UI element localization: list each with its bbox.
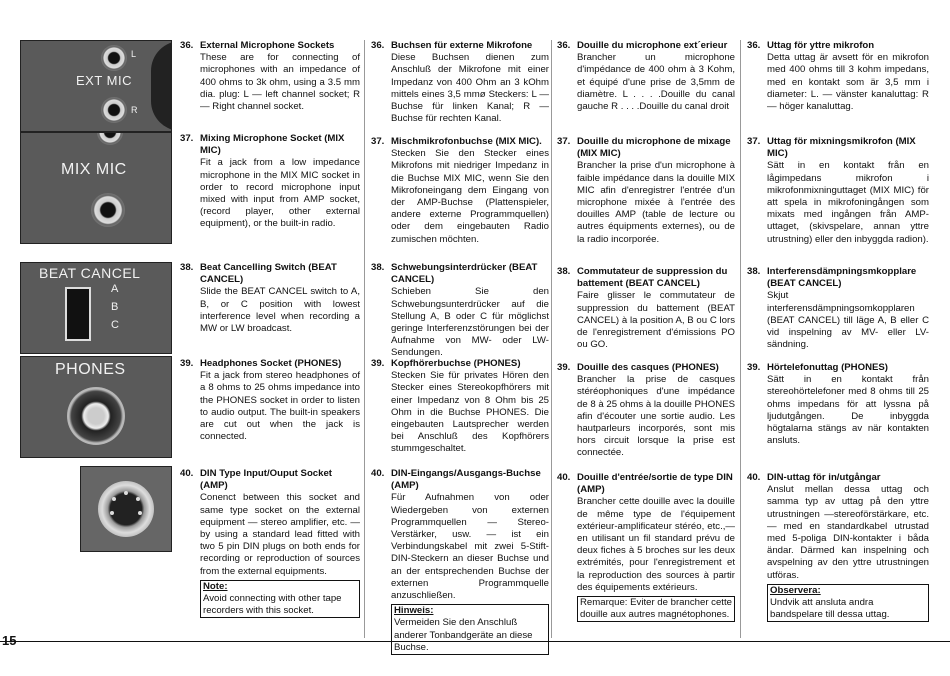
entry-text: Diese Buchsen dienen zum Anschluß der Mikrofone mit einer Impedanz von 400 Ohm an 3 kOhm mittels eines 3,5 mmø Steckers: L — Buchse für linken Kanal; R — Buchse für rechten Kanal. bbox=[391, 52, 549, 125]
beat-b-label: B bbox=[111, 301, 119, 313]
column-divider bbox=[740, 40, 741, 638]
entry-text: Conenct between this socket and same type socket on the external equipment — stereo amplifier, etc. — by using a standard lead fitted with two 5 pin DIN plugs on both ends for recording or reproduction of sources from the external equipments. bbox=[200, 492, 360, 577]
entry-text: Brancher un microphone d'impédance de 400 ohm à 3 Kohm, et équipé d'une prise de 3,5mm de diamètre. L . . . .Douille du canal gauche R . . . .Douille du canal droit bbox=[577, 52, 735, 113]
entry-title: Douille du microphone ext´erieur bbox=[577, 40, 728, 51]
entry-37 bbox=[180, 133, 360, 231]
entry-text: Fit a jack from stereo headphones of a 8 ohms to 25 ohms impedance into the PHONES socket in order to listen to audio output. The built-in speakers are cut out when the jack is connected. bbox=[200, 370, 360, 443]
entry-39 bbox=[180, 358, 360, 443]
entry-37 bbox=[371, 136, 549, 246]
page-number: 15 bbox=[2, 633, 17, 648]
entry-37 bbox=[557, 136, 735, 246]
entry-36 bbox=[557, 40, 735, 113]
entry-number: 36. bbox=[371, 40, 385, 51]
entry-number: 40. bbox=[371, 468, 385, 479]
entry-title: DIN-Eingangs/Ausgangs-Buchse (AMP) bbox=[391, 468, 541, 492]
entry-40 bbox=[557, 472, 735, 622]
entry-number: 36. bbox=[557, 40, 571, 51]
ext-mic-r-jack-icon bbox=[101, 97, 127, 123]
upper-jack-icon bbox=[97, 132, 123, 145]
entry-text: Faire glisser le commutateur de suppression du battement (BEAT CANCEL) à la position A, B ou C lors de l'enregistrement d'émissions PO ou GO. bbox=[577, 290, 735, 351]
beat-cancel-label: BEAT CANCEL bbox=[39, 265, 141, 281]
note-text: Remarque: Eviter de brancher cette douille aux autres magnétophones. bbox=[580, 597, 732, 621]
note-box bbox=[577, 596, 735, 622]
entry-text: Detta uttag är avsett för en mikrofon med 400 ohms till 3 kohm impedans, med en kontakt som är 3,5 mm i diameter: L. — vänster kanaluttag: R — höger kanaluttag. bbox=[767, 52, 929, 113]
entry-number: 37. bbox=[180, 133, 194, 144]
entry-36 bbox=[371, 40, 549, 125]
beat-cancel-switch-icon bbox=[65, 287, 91, 341]
entry-38 bbox=[557, 266, 735, 351]
phones-photo bbox=[20, 356, 172, 458]
entry-text: These are for connecting of microphones with an impedance of 400 ohms to 3k ohm, using a 3.5 mm dia. plug: L — left channel socket; R — Right channel socket. bbox=[200, 52, 360, 113]
entry-number: 37. bbox=[747, 136, 761, 147]
entry-37 bbox=[747, 136, 929, 246]
entry-title: Interferensdämpningsmkopplare (BEAT CANCEL) bbox=[767, 266, 917, 290]
entry-title: Buchsen für externe Mikrofone bbox=[391, 40, 533, 51]
entry-number: 38. bbox=[371, 262, 385, 273]
entry-number: 37. bbox=[371, 136, 385, 147]
entry-text: Schieben Sie den Schwebungsunterdrücker auf die Stellung A, B oder C für möglichst geringe Interferenzstörungen bei der Aufnahme von MW- oder LW-Sendungen. bbox=[391, 286, 549, 359]
entry-38 bbox=[180, 262, 360, 335]
note-box bbox=[767, 584, 929, 623]
ext-mic-label: EXT MIC bbox=[76, 73, 132, 88]
entry-text: Sätt in en kontakt från en lågimpedans mikrofon i mikrofonmixninguttaget (MIX MIC) för att spela in mikrofoningången som mixats med ingången från AMP-uttaget, (skivspelare, annan yttre utrustning) eller den inbyggda radion). bbox=[767, 160, 929, 245]
entry-number: 39. bbox=[371, 358, 385, 369]
entry-number: 40. bbox=[180, 468, 194, 479]
entry-39 bbox=[747, 362, 929, 447]
entry-title: Beat Cancelling Switch (BEAT CANCEL) bbox=[200, 262, 337, 286]
entry-number: 36. bbox=[180, 40, 194, 51]
ext-mic-l-jack-icon bbox=[101, 45, 127, 71]
mix-mic-label: MIX MIC bbox=[61, 161, 127, 178]
entry-title: DIN-uttag för in/utgångar bbox=[767, 472, 881, 483]
entry-number: 40. bbox=[747, 472, 761, 483]
entry-title: Headphones Socket (PHONES) bbox=[200, 358, 342, 369]
entry-title: Douille du microphone de mixage (MIX MIC) bbox=[577, 136, 731, 160]
entry-number: 36. bbox=[747, 40, 761, 51]
note-heading: Observera: bbox=[770, 584, 821, 596]
entry-title: Douille d'entrée/sortie de type DIN (AMP) bbox=[577, 472, 733, 496]
note-text: Undvik att ansluta andra bandspelare till dessa uttag. bbox=[770, 597, 890, 621]
entry-text: Brancher la prise de casques stéréophoniques d'une impédance de 8 à 25 ohms à la douille PHONES afin d'écouter une sortie audio. Les hautparleurs incorporés, sont mis hors circuit lorsque la prise est connectée. bbox=[577, 374, 735, 459]
entry-text: Brancher cette douille avec la douille de même type de l'équipement extérieur-amplificateur stéréo, etc.,—en utilisant un fil standard prévu de deux fiches à 5 broches sur les deux extrémités, pour l'enregistrement et la reproduction des sources à partir des équipements extérieurs. bbox=[577, 496, 735, 593]
entry-number: 38. bbox=[747, 266, 761, 277]
entry-title: Mischmikrofonbuchse (MIX MIC). bbox=[391, 136, 542, 147]
entry-text: Slide the BEAT CANCEL switch to A, B, or C position with lowest interference level when recording a MW or LW broadcast. bbox=[200, 286, 360, 335]
entry-text: Fit a jack from a low impedance microphone in the MIX MIC socket in order to record microphone input mixed with input from AMP socket, (record player, other external equipment), or the built-in radio. bbox=[200, 157, 360, 230]
entry-text: Für Aufnahmen von oder Wiedergeben von externen Programmquellen — Stereo-Verstärker, usw. — ist ein Verbindungskabel mit zwei 5-Stift-DIN-Steckern an dieser Buchse und an der entsprechenden Buchse der externen Programmquelle anzuschließen. bbox=[391, 492, 549, 602]
entry-title: Uttag för mixningsmikrofon (MIX MIC) bbox=[767, 136, 916, 160]
note-text: Vermeiden Sie den Anschluß anderer Tonbandgeräte an diese Buchse. bbox=[394, 617, 533, 653]
column-divider bbox=[551, 40, 552, 638]
entry-40 bbox=[747, 472, 929, 622]
phones-jack-icon bbox=[67, 387, 125, 445]
note-box bbox=[391, 604, 549, 655]
note-heading: Hinweis: bbox=[394, 605, 434, 617]
entry-number: 39. bbox=[557, 362, 571, 373]
mix-mic-photo bbox=[20, 132, 172, 244]
entry-39 bbox=[371, 358, 549, 456]
entry-title: Schwebungsinterdrücker (BEAT CANCEL) bbox=[391, 262, 538, 286]
entry-38 bbox=[747, 266, 929, 351]
entry-title: DIN Type Input/Ouput Socket (AMP) bbox=[200, 468, 333, 492]
entry-text: Anslut mellan dessa uttag och samma typ av uttag på den yttre utrustningen —stereoförstärkare, etc. — med en standardkabel utrustad med 5-poliga DIN-kontakter i båda ändar. Därmed kan inspelning och avspelning av den yttre utrustningen utföras. bbox=[767, 484, 929, 581]
entry-text: Brancher la prise d'un microphone à faible impédance dans la douille MIX MIC afin d'enregistrer l'entrée d'un microphone mixée à l'entrée des douilles AMP (table de lecture ou autres équipments externes), ou de la radio incorporée. bbox=[577, 160, 735, 245]
ext-mic-r-label: R bbox=[131, 105, 138, 115]
din-socket-icon bbox=[98, 481, 154, 537]
entry-number: 40. bbox=[557, 472, 571, 483]
entry-title: Douille des casques (PHONES) bbox=[577, 362, 719, 373]
entry-number: 38. bbox=[180, 262, 194, 273]
entry-number: 37. bbox=[557, 136, 571, 147]
beat-cancel-photo bbox=[20, 262, 172, 354]
entry-title: Kopfhörerbuchse (PHONES) bbox=[391, 358, 521, 369]
entry-text: Stecken Sie den Stecker eines Mikrofons mit niedriger Impedanz in die Buchse MIX MIC, wenn Sie den Mikrofoneingang dem Eingang von der AMP-Buchse (Plattenspieler, andere externe Programmquellen) oder dem eingebauten Radio zumischen möchten. bbox=[391, 148, 549, 245]
note-text: Avoid connecting with other tape recorders with this socket. bbox=[203, 593, 342, 617]
note-box bbox=[200, 580, 360, 619]
mix-mic-jack-icon bbox=[91, 193, 125, 227]
ext-mic-photo bbox=[20, 40, 172, 132]
entry-text: Stecken Sie für privates Hören den Stecker eines Stereokopfhörers mit einer Impedanz von 8 Ohm bis 25 Ohm in die Buchse PHONES. Die eingebauten Lautsprecher werden bei Anschluß des Kopfhörers stummgeschaltet. bbox=[391, 370, 549, 455]
entry-40 bbox=[180, 468, 360, 618]
entry-title: Commutateur de suppression du battement (BEAT CANCEL) bbox=[577, 266, 728, 290]
beat-c-label: C bbox=[111, 319, 120, 331]
entry-title: Mixing Microphone Socket (MIX MIC) bbox=[200, 133, 345, 157]
entry-40 bbox=[371, 468, 549, 655]
panel-edge bbox=[151, 41, 172, 131]
phones-label: PHONES bbox=[55, 361, 126, 378]
entry-text: Skjut interferensdämpningsomkopplaren (BEAT CANCEL) till läge A, B eller C vid inspelning av MV- eller LV-sändning. bbox=[767, 290, 929, 351]
column-divider bbox=[364, 40, 365, 638]
entry-number: 38. bbox=[557, 266, 571, 277]
entry-38 bbox=[371, 262, 549, 360]
entry-text: Sätt in en kontakt från stereohörtelefoner med 8 ohms till 25 ohms impedans för att lyssna på ljudutgången. De inbyggda högtalarna stängs av när kontakten ansluts. bbox=[767, 374, 929, 447]
entry-36 bbox=[747, 40, 929, 113]
entry-title: Uttag för yttre mikrofon bbox=[767, 40, 875, 51]
ext-mic-l-label: L bbox=[131, 49, 137, 59]
entry-36 bbox=[180, 40, 360, 113]
note-heading: Note: bbox=[203, 580, 228, 592]
entry-39 bbox=[557, 362, 735, 460]
footer-rule bbox=[0, 641, 950, 642]
entry-title: External Microphone Sockets bbox=[200, 40, 335, 51]
din-photo bbox=[80, 466, 172, 552]
entry-title: Hörtelefonuttag (PHONES) bbox=[767, 362, 888, 373]
entry-number: 39. bbox=[747, 362, 761, 373]
entry-number: 39. bbox=[180, 358, 194, 369]
beat-a-label: A bbox=[111, 283, 119, 295]
